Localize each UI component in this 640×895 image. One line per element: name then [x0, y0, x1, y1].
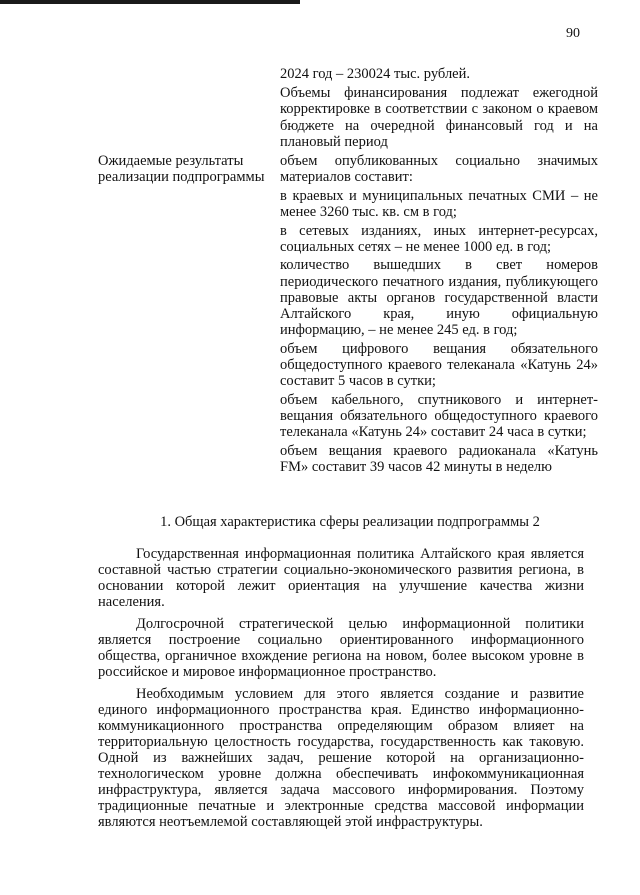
- results-label: Ожидаемые результаты реализации подпрограммы: [98, 153, 265, 186]
- results-item: количество вышедших в свет номеров периодического печатного издания, публикующего правовые акты органов государственной власти Алтайского края, иную официальную информацию, – не менее 245 ед. в год;: [280, 257, 598, 339]
- results-item: объем опубликованных социально значимых материалов составит:: [280, 153, 598, 186]
- finance-note: Объемы финансирования подлежат ежегодной корректировке в соответствии с законом о краевом бюджете на очередной финансовый год и на плановый период: [280, 85, 598, 150]
- page-number: 90: [566, 26, 580, 41]
- results-item: объем кабельного, спутникового и интернет-вещания обязательного общедоступного краевого телеканала «Катунь 24» составит 24 часа в сутки;: [280, 391, 598, 441]
- section-heading: 1. Общая характеристика сферы реализации подпрограммы 2: [160, 514, 540, 530]
- top-scan-border: [0, 0, 300, 4]
- results-value-cell: [280, 153, 598, 478]
- finance-value-cell: [280, 66, 598, 153]
- body-paragraph: Необходимым условием для этого является создание и развитие единого информационного пространства края. Единство информационно-коммуникационного пространства определяющим образом влияет на территориальную целостность государства, государственность как таковую. Одной из важнейших задач, решение которой на организационно-технологическом уровне должна обеспечивать инфокоммуникационная инфраструктура, является задача массового информирования. Поэтому традиционные печатные и электронные средства массовой информации являются неотъемлемой составляющей этой инфраструктуры.: [98, 686, 584, 830]
- results-item: в краевых и муниципальных печатных СМИ – не менее 3260 тыс. кв. см в год;: [280, 187, 598, 221]
- finance-year-line: 2024 год – 230024 тыс. рублей.: [280, 66, 471, 82]
- results-item: в сетевых изданиях, иных интернет-ресурсах, социальных сетях – не менее 1000 ед. в год;: [280, 222, 598, 255]
- body-paragraph: Долгосрочной стратегической целью информационной политики является построение социально ориентированного информационного общества, органичное вхождение региона на новом, более высоком уровне в российское и мировое информационное пространство.: [98, 616, 584, 680]
- section-body: [98, 546, 584, 836]
- passport-table: [98, 66, 598, 478]
- results-item: объем цифрового вещания обязательного общедоступного краевого телеканала «Катунь 24» составит 5 часов в сутки;: [280, 340, 598, 390]
- finance-label-cell: [98, 66, 280, 153]
- results-row: [98, 153, 598, 478]
- results-item: объем вещания краевого радиоканала «Катунь FM» составит 39 часов 42 минуты в неделю: [280, 442, 598, 476]
- finance-row: [98, 66, 598, 153]
- body-paragraph: Государственная информационная политика Алтайского края является составной частью стратегии социально-экономического развития региона, в основании которой лежит ориентация на улучшение качества жизни населения.: [98, 546, 584, 610]
